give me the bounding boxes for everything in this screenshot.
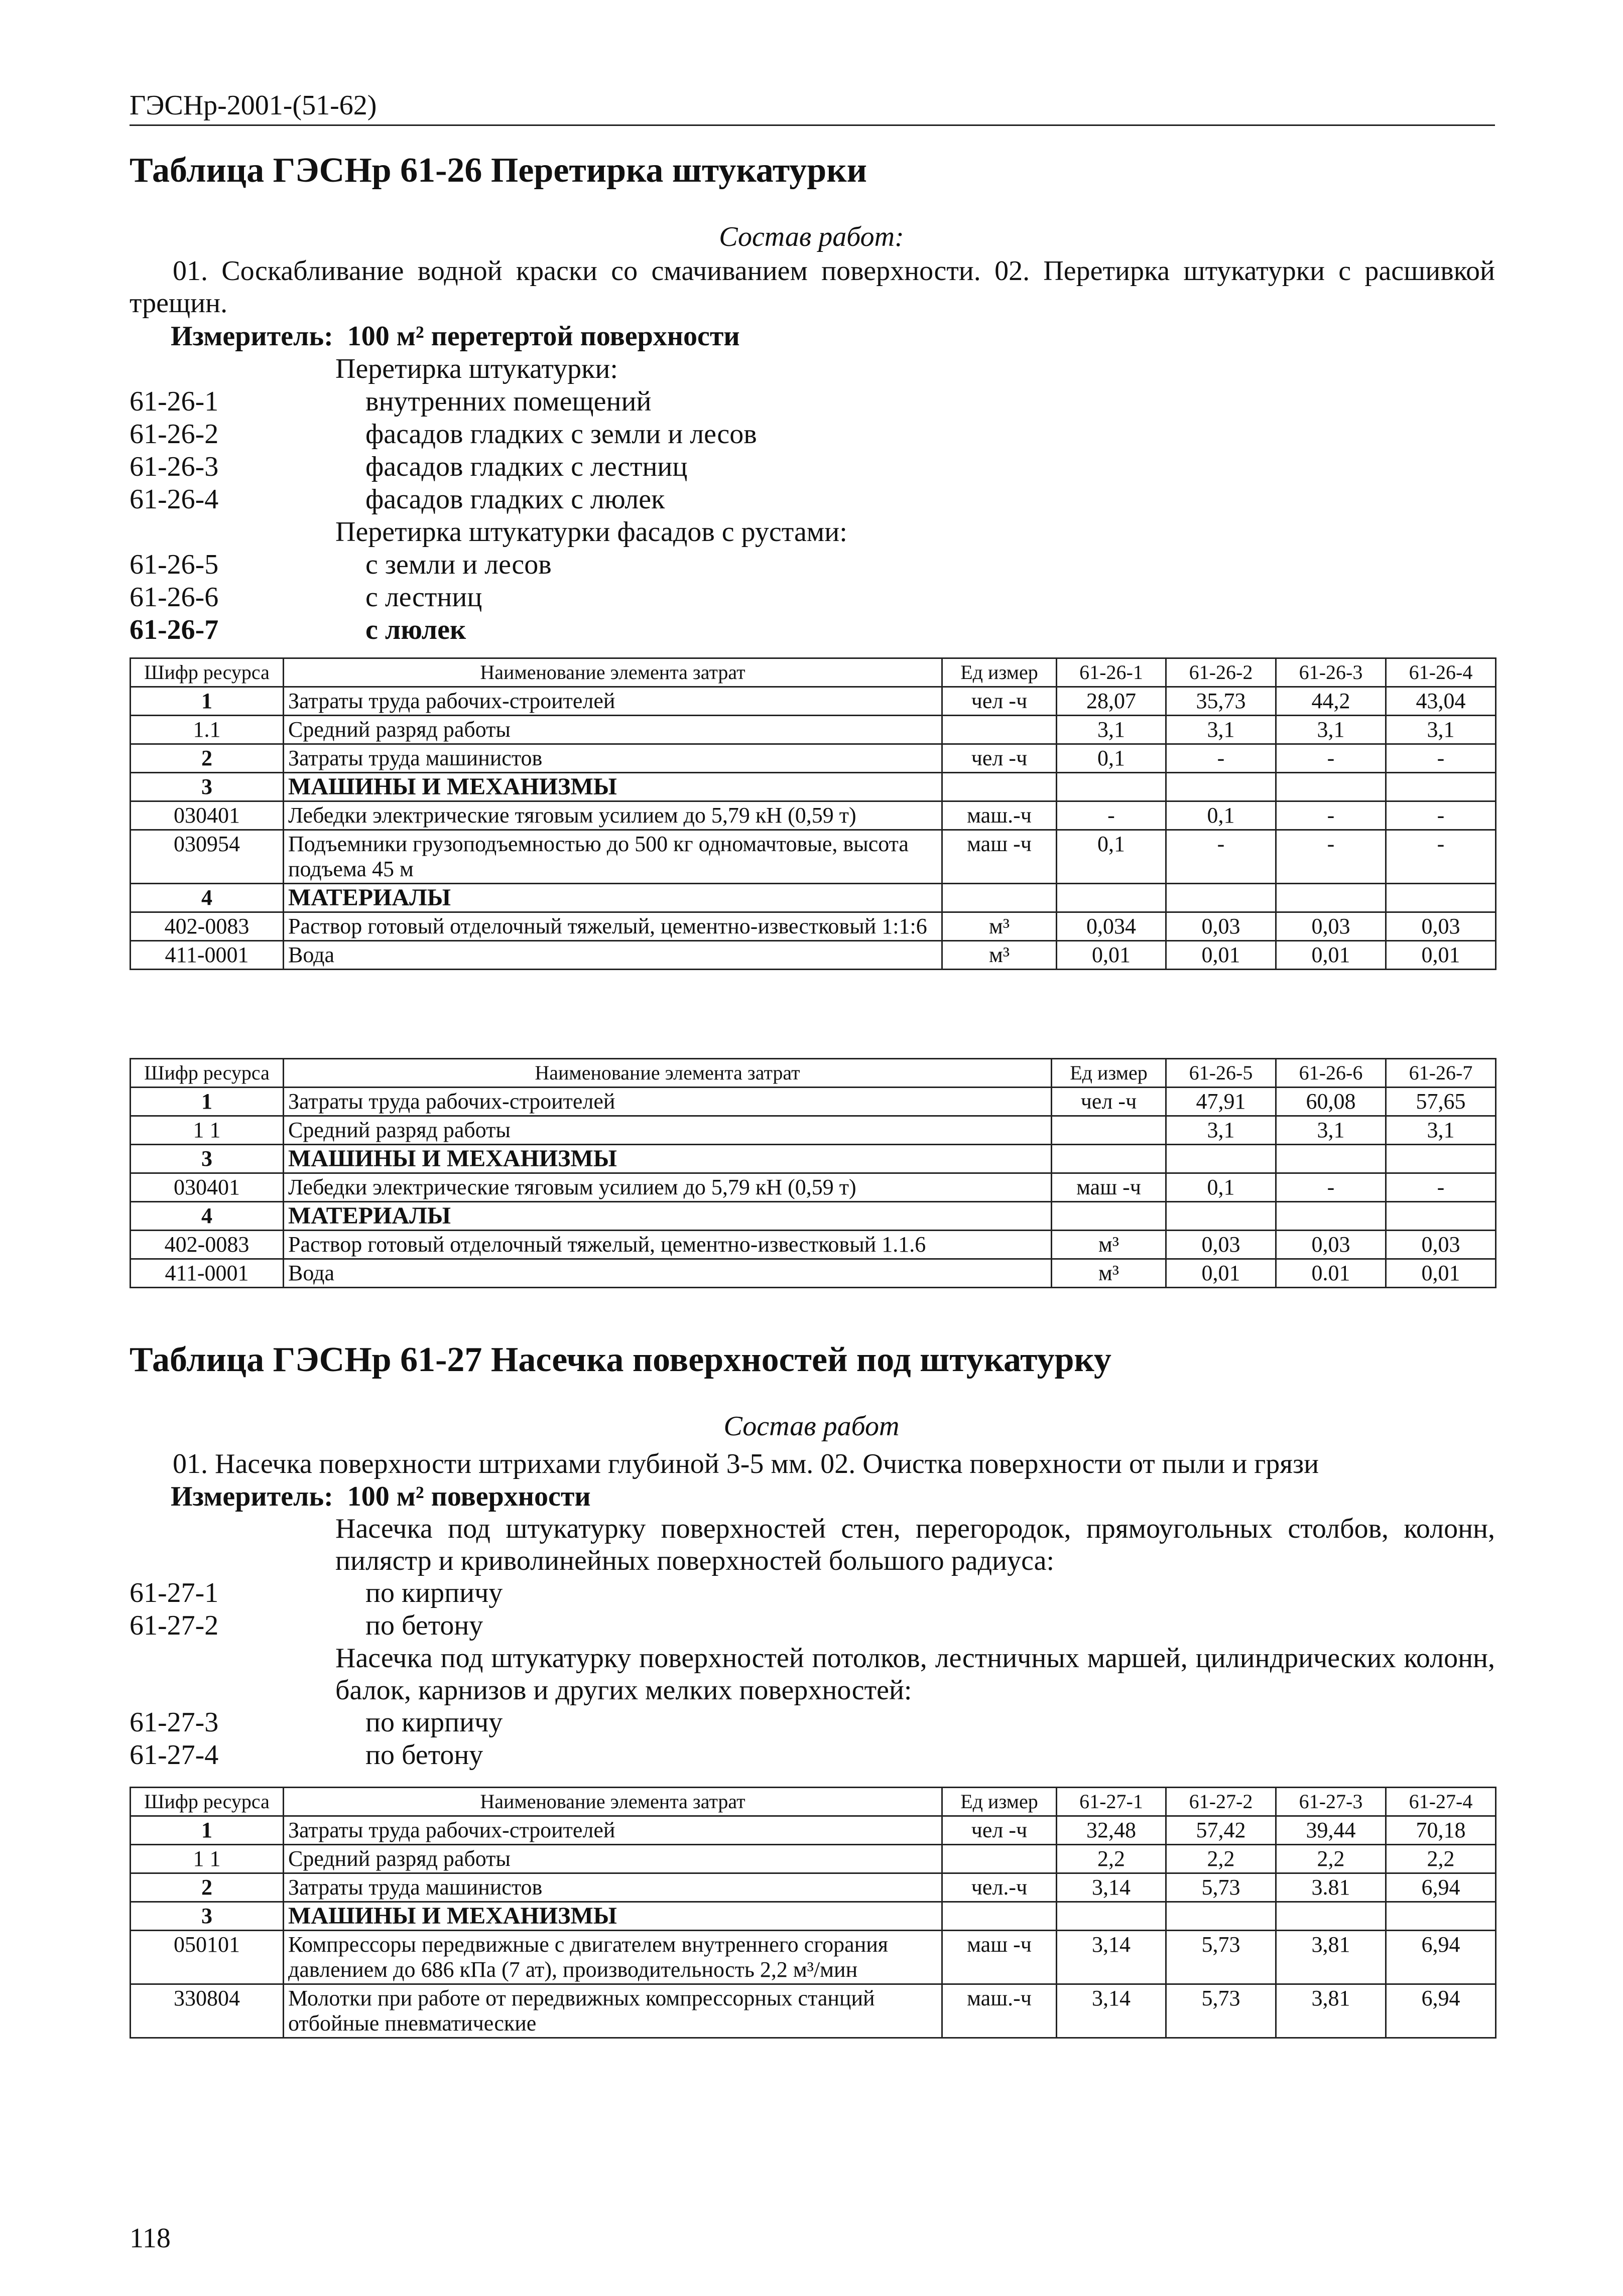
norm-value: 57,65 (1386, 1088, 1496, 1116)
list-item: 61-26-6 с лестниц (130, 582, 482, 613)
list-item: 61-27-4 по бетону (130, 1739, 483, 1771)
section-row (131, 1145, 1496, 1173)
table-row (131, 1873, 1496, 1902)
composition-title-61-26: Состав работ: (719, 221, 904, 252)
unit: чел -ч (942, 1816, 1057, 1845)
norm-value: 2,2 (1276, 1845, 1386, 1873)
column-header: 61-27-2 (1166, 1788, 1276, 1816)
norm-value: - (1386, 830, 1496, 884)
resource-code: 1 1 (131, 1845, 284, 1873)
norm-value: 32,48 (1057, 1816, 1166, 1845)
norm-value: 43,04 (1386, 687, 1496, 716)
column-header: Наименование элемента затрат (284, 658, 942, 687)
cost-element-name: Лебедки электрические тяговым усилием до 5,79 кН (0,59 т) (284, 1173, 1052, 1202)
norm-value: 0.01 (1276, 1259, 1386, 1288)
norm-value (1386, 884, 1496, 912)
running-head: ГЭСНр-2001-(51-62) (130, 89, 1495, 126)
norm-value: 3,14 (1057, 1931, 1166, 1984)
norm-value: - (1166, 830, 1276, 884)
list-item: 61-26-3 фасадов гладких с лестниц (130, 451, 688, 482)
norm-value: 60,08 (1276, 1088, 1386, 1116)
measure-value: 100 м² поверхности (347, 1481, 591, 1512)
page-number: 118 (130, 2223, 171, 2254)
norm-value: 0,01 (1276, 941, 1386, 970)
norm-value: 0,01 (1166, 941, 1276, 970)
cost-element-name: Вода (284, 1259, 1052, 1288)
norm-value: 3,1 (1386, 1116, 1496, 1145)
resource-code: 411-0001 (131, 1259, 284, 1288)
cost-element-name: Вода (284, 941, 942, 970)
unit: чел -ч (942, 687, 1057, 716)
norm-value: - (1057, 801, 1166, 830)
norm-value (1276, 884, 1386, 912)
norm-value (1057, 884, 1166, 912)
norm-value: - (1276, 801, 1386, 830)
table-row (131, 1231, 1496, 1259)
table-row (131, 687, 1496, 716)
table-row (131, 1173, 1496, 1202)
group-head: Перетирка штукатурки: (335, 353, 618, 384)
norm-value: 0,03 (1166, 912, 1276, 941)
resource-code: 030401 (131, 801, 284, 830)
unit: чел -ч (942, 744, 1057, 773)
norm-value: - (1166, 744, 1276, 773)
norm-value: 3,14 (1057, 1984, 1166, 2038)
resource-code: 3 (131, 1145, 284, 1173)
measure-61-26 (171, 320, 740, 352)
resource-table-61-26-5-7 (130, 1058, 1496, 1288)
cost-element-name: Молотки при работе от передвижных компрессорных станций отбойные пневматические (284, 1984, 942, 2038)
norm-value (1386, 1902, 1496, 1931)
unit: м³ (942, 941, 1057, 970)
composition-text-61-27: 01. Насечка поверхности штрихами глубиной 3-5 мм. 02. Очистка поверхности от пыли и грязи (173, 1448, 1319, 1479)
norm-value: 0,01 (1386, 941, 1496, 970)
unit: маш -ч (942, 830, 1057, 884)
resource-code: 2 (131, 1873, 284, 1902)
column-header: 61-27-1 (1057, 1788, 1166, 1816)
norm-value: 3,1 (1276, 716, 1386, 744)
items-list-61-26 (130, 353, 1495, 646)
unit (942, 1845, 1057, 1873)
unit: маш -ч (1052, 1173, 1166, 1202)
table-61-27-title: Таблица ГЭСНр 61-27 Насечка поверхностей под штукатурку (130, 1340, 1111, 1379)
norm-value: 3,14 (1057, 1873, 1166, 1902)
column-header: 61-27-4 (1386, 1788, 1496, 1816)
cost-element-name: Затраты труда рабочих-строителей (284, 687, 942, 716)
list-item: 61-26-7 с люлек (130, 614, 466, 645)
list-item: 61-27-2 по бетону (130, 1610, 483, 1641)
composition-title-61-27: Состав работ (723, 1411, 900, 1442)
norm-value: - (1276, 830, 1386, 884)
cost-element-name: МАТЕРИАЛЫ (284, 884, 942, 912)
unit: маш.-ч (942, 801, 1057, 830)
table-header-row (131, 1059, 1496, 1088)
cost-element-name: Лебедки электрические тяговым усилием до 5,79 кН (0,59 т) (284, 801, 942, 830)
unit (942, 1902, 1057, 1931)
unit: м³ (1052, 1231, 1166, 1259)
section-row (131, 773, 1496, 801)
norm-value: 47,91 (1166, 1088, 1276, 1116)
column-header: 61-26-5 (1166, 1059, 1276, 1088)
unit: чел.-ч (942, 1873, 1057, 1902)
table-row (131, 830, 1496, 884)
resource-code: 4 (131, 1202, 284, 1231)
norm-value: 6,94 (1386, 1931, 1496, 1984)
cost-element-name: Подъемники грузоподъемностью до 500 кг одномачтовые, высота подъема 45 м (284, 830, 942, 884)
cost-element-name: МАШИНЫ И МЕХАНИЗМЫ (284, 1902, 942, 1931)
table-row (131, 941, 1496, 970)
resource-code: 2 (131, 744, 284, 773)
column-header: Ед измер (1052, 1059, 1166, 1088)
table-header-row (131, 658, 1496, 687)
norm-value: 2,2 (1057, 1845, 1166, 1873)
cost-element-name: Раствор готовый отделочный тяжелый, цементно-известковый 1.1.6 (284, 1231, 1052, 1259)
resource-table-61-26-1-4 (130, 657, 1496, 970)
table-row (131, 1984, 1496, 2038)
norm-value: 2,2 (1166, 1845, 1276, 1873)
section-row (131, 884, 1496, 912)
measure-61-27 (171, 1480, 591, 1513)
table-header-row (131, 1788, 1496, 1816)
norm-value: 3,81 (1276, 1931, 1386, 1984)
column-header: Наименование элемента затрат (284, 1788, 942, 1816)
norm-value: - (1276, 1173, 1386, 1202)
norm-value: - (1386, 801, 1496, 830)
unit: маш.-ч (942, 1984, 1057, 2038)
norm-value (1386, 773, 1496, 801)
norm-value (1166, 1902, 1276, 1931)
resource-code: 030401 (131, 1173, 284, 1202)
cost-element-name: Затраты труда машинистов (284, 744, 942, 773)
table-row (131, 1931, 1496, 1984)
norm-value: 0,03 (1276, 912, 1386, 941)
list-item: 61-27-1 по кирпичу (130, 1577, 503, 1608)
cost-element-name: МАШИНЫ И МЕХАНИЗМЫ (284, 1145, 1052, 1173)
norm-value: 0,03 (1166, 1231, 1276, 1259)
table-row (131, 744, 1496, 773)
norm-value: - (1276, 744, 1386, 773)
norm-value: 70,18 (1386, 1816, 1496, 1845)
norm-value (1386, 1202, 1496, 1231)
norm-value: 5,73 (1166, 1984, 1276, 2038)
section-row (131, 1202, 1496, 1231)
measure-value: 100 м² перетертой поверхности (347, 321, 740, 352)
column-header: Шифр ресурса (131, 1059, 284, 1088)
norm-value: 5,73 (1166, 1873, 1276, 1902)
norm-value: 0,1 (1166, 1173, 1276, 1202)
table-row (131, 1088, 1496, 1116)
group-head: Насечка под штукатурку поверхностей стен, перегородок, прямоугольных столбов, колонн, пилястр и криволинейных поверхностей большого радиуса: (335, 1513, 1495, 1576)
norm-value: 6,94 (1386, 1984, 1496, 2038)
group-head: Перетирка штукатурки фасадов с рустами: (335, 516, 847, 548)
cost-element-name: Компрессоры передвижные с двигателем внутреннего сгорания давлением до 686 кПа (7 ат), производительность 2,2 м³/мин (284, 1931, 942, 1984)
norm-value: 5,73 (1166, 1931, 1276, 1984)
list-item: 61-26-5 с земли и лесов (130, 549, 552, 580)
table-row (131, 1845, 1496, 1873)
table-61-26-title: Таблица ГЭСНр 61-26 Перетирка штукатурки (130, 151, 867, 190)
resource-code: 1 (131, 1816, 284, 1845)
resource-code: 411-0001 (131, 941, 284, 970)
norm-value: 3,1 (1276, 1116, 1386, 1145)
norm-value: 0,034 (1057, 912, 1166, 941)
cost-element-name: МАШИНЫ И МЕХАНИЗМЫ (284, 773, 942, 801)
column-header: 61-26-7 (1386, 1059, 1496, 1088)
table-row (131, 912, 1496, 941)
unit: м³ (942, 912, 1057, 941)
norm-value (1166, 1202, 1276, 1231)
column-header: Шифр ресурса (131, 658, 284, 687)
unit (1052, 1145, 1166, 1173)
norm-value (1166, 884, 1276, 912)
norm-value: 57,42 (1166, 1816, 1276, 1845)
table-row (131, 1116, 1496, 1145)
column-header: Наименование элемента затрат (284, 1059, 1052, 1088)
cost-element-name: Затраты труда рабочих-строителей (284, 1816, 942, 1845)
unit (1052, 1202, 1166, 1231)
measure-label: Измеритель: (171, 321, 333, 352)
norm-value: 0,01 (1057, 941, 1166, 970)
norm-value: 0,1 (1166, 801, 1276, 830)
resource-code: 402-0083 (131, 912, 284, 941)
norm-value (1166, 773, 1276, 801)
norm-value: 0,01 (1166, 1259, 1276, 1288)
norm-value (1276, 1145, 1386, 1173)
group-head: Насечка под штукатурку поверхностей потолков, лестничных маршей, цилиндрических колонн, балок, карнизов и других мелких поверхностей: (335, 1643, 1495, 1706)
table-row (131, 716, 1496, 744)
norm-value: 35,73 (1166, 687, 1276, 716)
section-row (131, 1902, 1496, 1931)
resource-code: 1 (131, 687, 284, 716)
norm-value: - (1386, 1173, 1496, 1202)
composition-text-61-26: 01. Соскабливание водной краски со смачиванием поверхности. 02. Перетирка штукатурки с расшивкой трещин. (130, 255, 1495, 319)
list-item: 61-26-2 фасадов гладких с земли и лесов (130, 419, 757, 450)
cost-element-name: Затраты труда рабочих-строителей (284, 1088, 1052, 1116)
resource-code: 330804 (131, 1984, 284, 2038)
resource-code: 1 1 (131, 1116, 284, 1145)
norm-value: 6,94 (1386, 1873, 1496, 1902)
unit (942, 773, 1057, 801)
unit: чел -ч (1052, 1088, 1166, 1116)
items-list-61-27 (130, 1513, 1495, 1772)
norm-value (1276, 1202, 1386, 1231)
column-header: 61-26-6 (1276, 1059, 1386, 1088)
unit: маш -ч (942, 1931, 1057, 1984)
resource-code: 050101 (131, 1931, 284, 1984)
norm-value: 0,1 (1057, 830, 1166, 884)
resource-code: 3 (131, 1902, 284, 1931)
list-item: 61-26-4 фасадов гладких с люлек (130, 484, 665, 515)
norm-value: 0,03 (1386, 1231, 1496, 1259)
cost-element-name: Средний разряд работы (284, 716, 942, 744)
table-row (131, 1816, 1496, 1845)
column-header: Ед измер (942, 1788, 1057, 1816)
norm-value: - (1386, 744, 1496, 773)
norm-value: 3.81 (1276, 1873, 1386, 1902)
list-item: 61-27-3 по кирпичу (130, 1707, 503, 1738)
cost-element-name: Средний разряд работы (284, 1116, 1052, 1145)
norm-value: 28,07 (1057, 687, 1166, 716)
unit (942, 884, 1057, 912)
norm-value (1276, 773, 1386, 801)
unit (942, 716, 1057, 744)
resource-table-61-27 (130, 1787, 1496, 2039)
unit (1052, 1116, 1166, 1145)
norm-value: 39,44 (1276, 1816, 1386, 1845)
resource-code: 1.1 (131, 716, 284, 744)
cost-element-name: Раствор готовый отделочный тяжелый, цементно-известковый 1:1:6 (284, 912, 942, 941)
column-header: Ед измер (942, 658, 1057, 687)
resource-code: 030954 (131, 830, 284, 884)
norm-value: 2,2 (1386, 1845, 1496, 1873)
column-header: 61-26-4 (1386, 658, 1496, 687)
norm-value: 0,01 (1386, 1259, 1496, 1288)
resource-code: 3 (131, 773, 284, 801)
norm-value (1386, 1145, 1496, 1173)
norm-value (1276, 1902, 1386, 1931)
norm-value: 44,2 (1276, 687, 1386, 716)
norm-value: 0,03 (1386, 912, 1496, 941)
norm-value (1057, 1902, 1166, 1931)
norm-value: 3,1 (1057, 716, 1166, 744)
norm-value: 0,03 (1276, 1231, 1386, 1259)
column-header: 61-27-3 (1276, 1788, 1386, 1816)
resource-code: 4 (131, 884, 284, 912)
cost-element-name: Затраты труда машинистов (284, 1873, 942, 1902)
unit: м³ (1052, 1259, 1166, 1288)
norm-value: 0,1 (1057, 744, 1166, 773)
norm-value: 3,1 (1166, 716, 1276, 744)
column-header: 61-26-2 (1166, 658, 1276, 687)
table-row (131, 1259, 1496, 1288)
column-header: 61-26-3 (1276, 658, 1386, 687)
table-row (131, 801, 1496, 830)
norm-value: 3,1 (1166, 1116, 1276, 1145)
cost-element-name: Средний разряд работы (284, 1845, 942, 1873)
cost-element-name: МАТЕРИАЛЫ (284, 1202, 1052, 1231)
list-item: 61-26-1 внутренних помещений (130, 386, 652, 417)
resource-code: 402-0083 (131, 1231, 284, 1259)
measure-label: Измеритель: (171, 1481, 333, 1512)
norm-value: 3,81 (1276, 1984, 1386, 2038)
column-header: Шифр ресурса (131, 1788, 284, 1816)
resource-code: 1 (131, 1088, 284, 1116)
column-header: 61-26-1 (1057, 658, 1166, 687)
norm-value (1166, 1145, 1276, 1173)
norm-value (1057, 773, 1166, 801)
norm-value: 3,1 (1386, 716, 1496, 744)
